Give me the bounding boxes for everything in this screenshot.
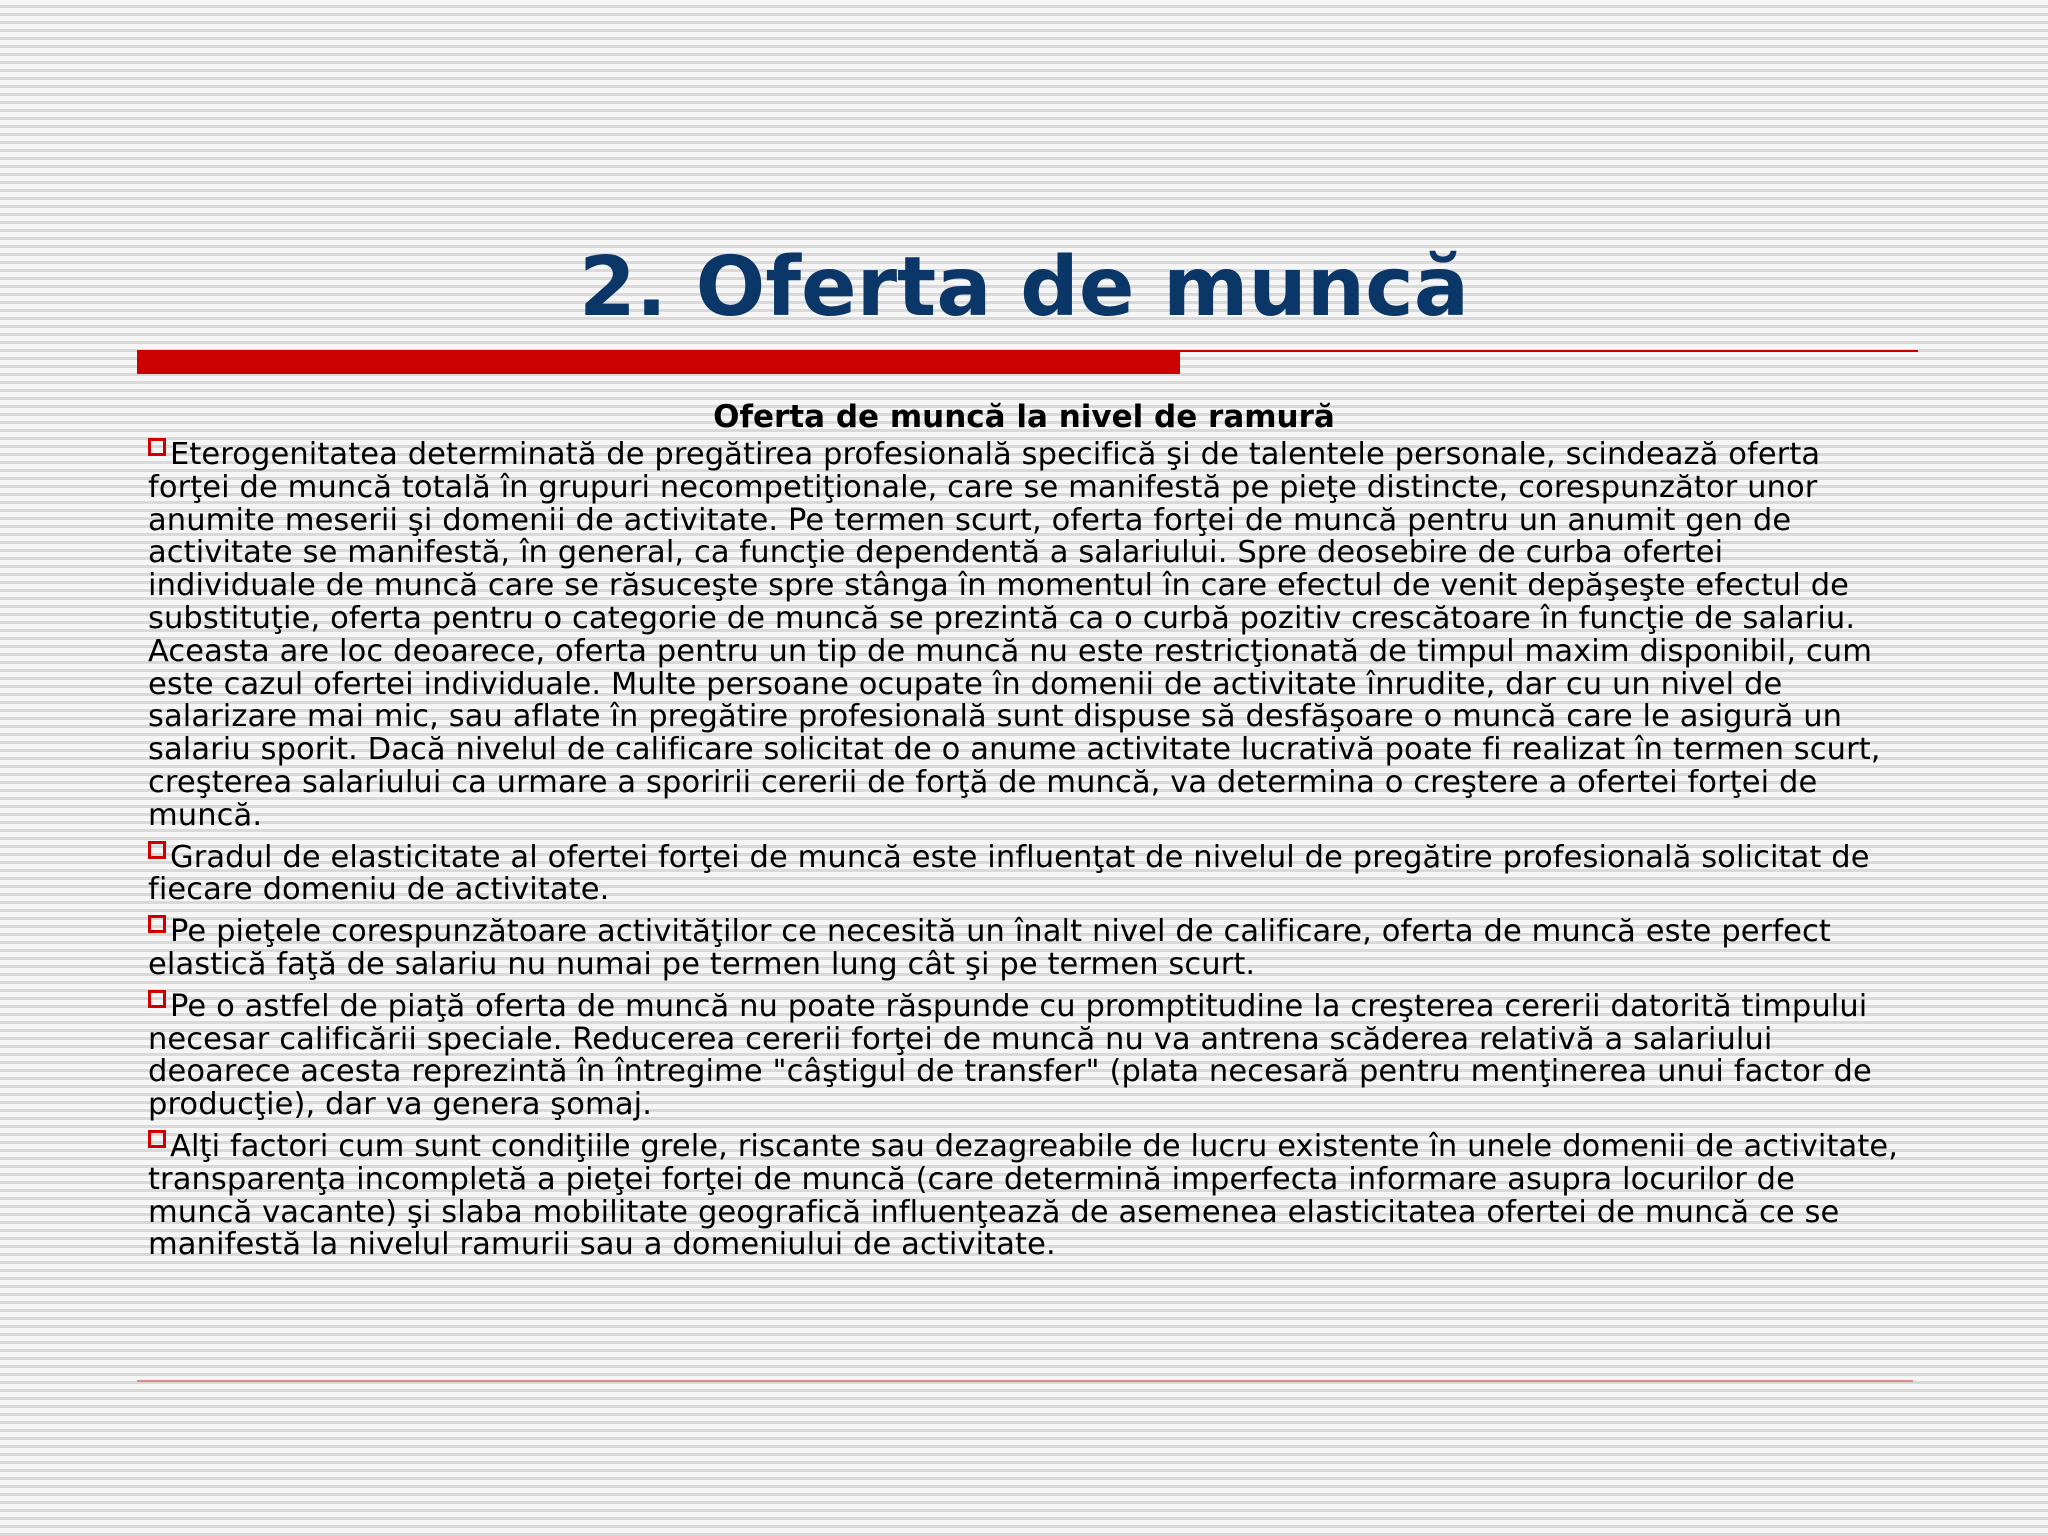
slide-title: 2. Oferta de muncă — [578, 240, 1470, 335]
bullet-text: Pe pieţele corespunzătoare activităţilor ce necesită un înalt nivel de calificare, oferta de muncă este perfect elastică faţă de salariu nu numai pe termen lung cât şi pe termen scurt. — [148, 914, 1831, 982]
title-underline-thick — [137, 350, 1180, 374]
footer-divider — [137, 1380, 1913, 1382]
bullet-item — [148, 438, 1900, 833]
section-subtitle: Oferta de muncă la nivel de ramură — [713, 399, 1335, 435]
hollow-square-icon — [148, 990, 166, 1008]
hollow-square-icon — [148, 438, 166, 456]
hollow-square-icon — [148, 915, 166, 933]
bullet-text: Eterogenitatea determinată de pregătirea profesională specifică şi de talentele personale, scindează oferta forţei de muncă totală în grupuri necompetiţionale, care se manifestă pe pieţe distincte, corespunzător unor anumite meserii şi domenii de activitate. Pe termen scurt, oferta forţei de muncă pentru un anumit gen de activitate se manifestă, în general, ca funcţie dependentă a salariului. Spre deosebire de curba ofertei individuale de muncă care se răsuceşte spre stânga în momentul în care efectul de venit depăşeşte efectul de substituţie, oferta pentru o categorie de muncă se prezintă ca o curbă pozitiv crescătoare în funcţie de salariu. Aceasta are loc deoarece, oferta pentru un tip de muncă nu este restricţionată de timpul maxim disponibil, cum este cazul ofertei individuale. Multe persoane ocupate în domenii de activitate înrudite, dar cu un nivel de salarizare mai mic, sau aflate în pregătire profesională sunt dispuse să desfăşoare o muncă care le asigură un salariu sporit. Dacă nivelul de calificare solicitat de o anume activitate lucrativă poate fi realizat în termen scurt, creşterea salariului ca urmare a sporirii cererii de forţă de muncă, va determina o creştere a ofertei forţei de muncă. — [148, 437, 1881, 833]
bullet-item — [148, 990, 1900, 1122]
hollow-square-icon — [148, 841, 166, 859]
bullet-text: Gradul de elasticitate al ofertei forţei de muncă este influenţat de nivelul de pregătire profesională solicitat de fiecare domeniu de activitate. — [148, 839, 1870, 908]
slide-content — [148, 398, 1900, 1270]
bullet-item — [148, 915, 1900, 982]
hollow-square-icon — [148, 1130, 166, 1148]
bullet-item — [148, 1130, 1900, 1262]
title-underline-thin — [1180, 350, 1918, 352]
bullet-item — [148, 841, 1900, 908]
bullet-text: Alţi factori cum sunt condiţiile grele, riscante sau dezagreabile de lucru existente în unele domenii de activitate, transparenţa incompletă a pieţei forţei de muncă (care determină imperfecta informare asupra locurilor de muncă vacante) şi slaba mobilitate geografică influenţează de asemenea elasticitatea ofertei de muncă ce se manifestă la nivelul ramurii sau a domeniului de activitate. — [148, 1128, 1899, 1263]
bullet-text: Pe o astfel de piaţă oferta de muncă nu poate răspunde cu promptitudine la creşterea cererii datorită timpului necesar calificării speciale. Reducerea cererii forţei de muncă nu va antrena scăderea relativă a salariului deoarece acesta reprezintă în întregime "câştigul de transfer" (plata necesară pentru menţinerea unui factor de producţie), dar va genera şomaj. — [148, 988, 1872, 1123]
